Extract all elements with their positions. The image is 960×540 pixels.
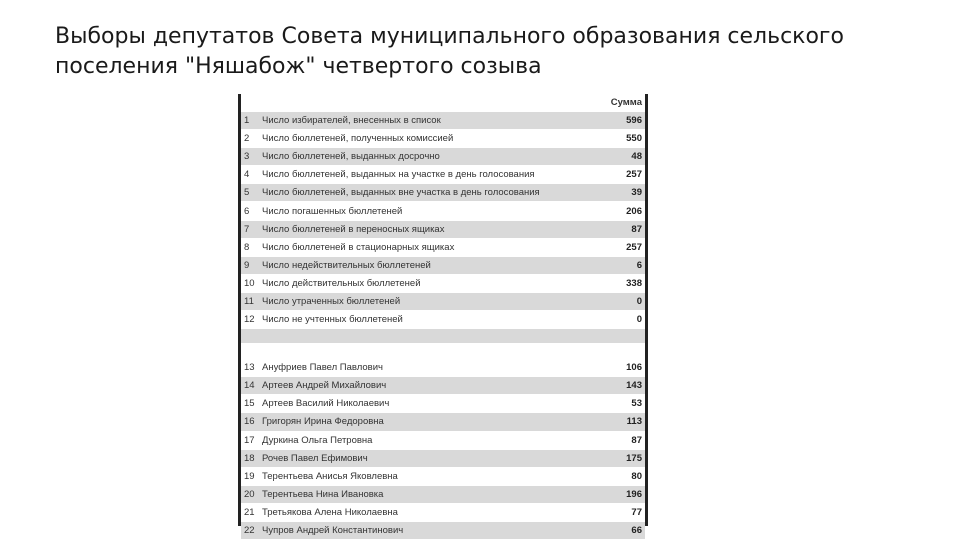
section-spacer [241,329,645,359]
table-row [241,311,645,329]
row-number: 16 [241,413,259,431]
row-value: 80 [597,467,645,485]
row-value: 87 [597,431,645,449]
row-value: 53 [597,395,645,413]
row-label: Число утраченных бюллетеней [259,292,597,310]
table-row [241,184,645,202]
table-row [241,431,645,449]
row-label: Число бюллетеней, выданных досрочно [259,148,597,166]
row-number: 18 [241,449,259,467]
title-line-2: поселения "Няшабож" четвертого созыва [55,54,542,79]
protocol-rows [241,112,645,329]
table-row [241,521,645,539]
row-value: 6 [597,256,645,274]
row-value: 66 [597,521,645,539]
row-number: 19 [241,467,259,485]
row-label: Число бюллетеней, выданных на участке в день голосования [259,166,597,184]
title-line-1: Выборы депутатов Совета муниципального образования сельского [55,24,844,49]
page-title [55,22,915,82]
row-label: Число бюллетеней в переносных ящиках [259,220,597,238]
row-number: 7 [241,220,259,238]
table-row [241,130,645,148]
table-row [241,449,645,467]
table-row [241,485,645,503]
row-label: Число бюллетеней в стационарных ящиках [259,238,597,256]
row-value: 550 [597,130,645,148]
row-value: 0 [597,311,645,329]
row-label: Число избирателей, внесенных в список [259,112,597,130]
table-row [241,359,645,377]
row-number: 13 [241,359,259,377]
table-row [241,220,645,238]
row-label: Терентьева Нина Ивановка [259,485,597,503]
row-label: Артеев Андрей Михайлович [259,377,597,395]
row-number: 21 [241,503,259,521]
row-value: 48 [597,148,645,166]
table-row [241,256,645,274]
spacer-row-plain [241,344,645,359]
row-number: 6 [241,202,259,220]
row-label: Число бюллетеней, выданных вне участка в день голосования [259,184,597,202]
row-label: Число действительных бюллетеней [259,274,597,292]
spacer-row-shaded [241,329,645,344]
table-row [241,148,645,166]
row-label: Число недействительных бюллетеней [259,256,597,274]
row-label: Терентьева Анисья Яковлевна [259,467,597,485]
row-label: Рочев Павел Ефимович [259,449,597,467]
table-row [241,503,645,521]
row-value: 257 [597,166,645,184]
row-number: 10 [241,274,259,292]
row-label: Число погашенных бюллетеней [259,202,597,220]
row-number: 14 [241,377,259,395]
row-value: 257 [597,238,645,256]
table-header-row [241,94,645,112]
table-row [241,377,645,395]
row-label: Дуркина Ольга Петровна [259,431,597,449]
row-number: 4 [241,166,259,184]
row-value: 196 [597,485,645,503]
row-number: 22 [241,521,259,539]
table-row [241,467,645,485]
row-label: Третьякова Алена Николаевна [259,503,597,521]
row-value: 113 [597,413,645,431]
row-number: 2 [241,130,259,148]
row-value: 338 [597,274,645,292]
row-label: Чупров Андрей Константинович [259,521,597,539]
row-value: 77 [597,503,645,521]
row-number: 3 [241,148,259,166]
table-row [241,292,645,310]
row-value: 39 [597,184,645,202]
header-label-cell [259,94,597,112]
row-value: 596 [597,112,645,130]
row-value: 206 [597,202,645,220]
table-row [241,112,645,130]
row-number: 8 [241,238,259,256]
header-num-cell [241,94,259,112]
row-number: 9 [241,256,259,274]
row-number: 17 [241,431,259,449]
row-value: 0 [597,292,645,310]
row-label: Артеев Василий Николаевич [259,395,597,413]
table-row [241,202,645,220]
row-number: 11 [241,292,259,310]
column-header-sum: Сумма [597,94,645,112]
row-label: Ануфриев Павел Павлович [259,359,597,377]
row-label: Число бюллетеней, полученных комиссией [259,130,597,148]
row-number: 5 [241,184,259,202]
row-value: 106 [597,359,645,377]
row-value: 143 [597,377,645,395]
table-row [241,413,645,431]
row-label: Григорян Ирина Федоровна [259,413,597,431]
row-value: 87 [597,220,645,238]
row-number: 20 [241,485,259,503]
table-row [241,238,645,256]
row-number: 1 [241,112,259,130]
results-table [241,94,645,540]
candidate-rows [241,359,645,540]
row-number: 12 [241,311,259,329]
table-row [241,395,645,413]
table-row [241,274,645,292]
row-label: Число не учтенных бюллетеней [259,311,597,329]
row-value: 175 [597,449,645,467]
results-table-container [238,94,648,537]
row-number: 15 [241,395,259,413]
table-row [241,166,645,184]
